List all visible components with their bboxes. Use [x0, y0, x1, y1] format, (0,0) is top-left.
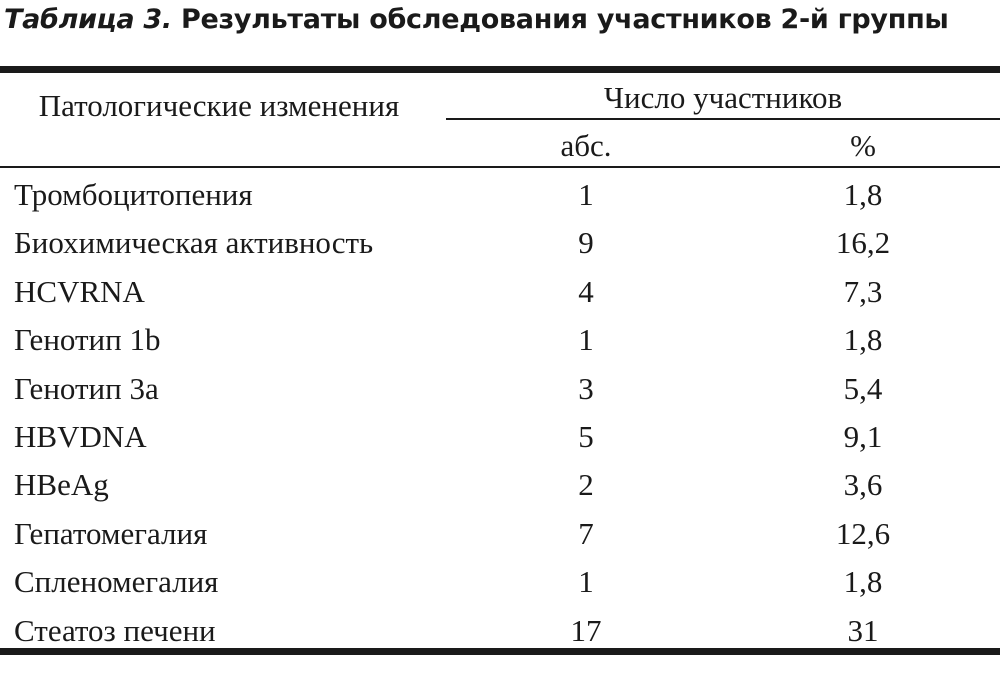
row-abs: 1: [578, 177, 594, 212]
row-percent: 16,2: [835, 225, 891, 261]
table-caption: [4, 4, 949, 35]
header-participants: Число участников: [603, 80, 843, 115]
row-name: Гепатомегалия: [14, 515, 208, 551]
header-rule: [0, 166, 1000, 168]
row-abs: 5: [578, 418, 594, 454]
row-abs: 4: [578, 273, 594, 309]
header-abs: абс.: [560, 128, 612, 163]
row-abs: 9: [578, 225, 594, 261]
row-name: Генотип 3a: [14, 370, 159, 406]
row-percent: 9,1: [843, 418, 883, 454]
caption-title: Результаты обследования участников 2-й группы: [180, 4, 949, 35]
caption-label: Таблица 3.: [4, 4, 172, 35]
table-row: [0, 513, 1000, 561]
row-percent: 5,4: [843, 370, 883, 406]
header-percent: %: [850, 128, 876, 163]
row-percent: 3,6: [843, 467, 883, 503]
table-row: [0, 416, 1000, 464]
row-abs: 7: [578, 515, 594, 551]
row-name: Тромбоцитопения: [14, 177, 253, 212]
table-row: [0, 561, 1000, 609]
row-abs: 1: [578, 564, 594, 600]
table-row: [0, 368, 1000, 416]
row-percent: 1,8: [843, 322, 883, 358]
row-abs: 2: [578, 467, 594, 503]
table-row: [0, 222, 1000, 270]
row-percent: 7,3: [843, 273, 883, 309]
row-name: Генотип 1b: [14, 322, 161, 358]
top-rule: [0, 66, 1000, 73]
subheader-rule: [446, 118, 1000, 120]
row-name: HBeAg: [14, 467, 109, 503]
table-body: [0, 174, 1000, 658]
row-name: Стеатоз печени: [14, 612, 216, 648]
row-percent: 31: [847, 612, 879, 648]
table-row: [0, 174, 1000, 222]
table-row: [0, 464, 1000, 512]
row-percent: 1,8: [843, 564, 883, 600]
row-name: HCVRNA: [14, 273, 145, 309]
row-abs: 17: [570, 612, 602, 648]
row-percent: 1,8: [843, 177, 883, 212]
row-name: Биохимическая активность: [14, 225, 374, 261]
row-abs: 1: [578, 322, 594, 358]
row-name: HBVDNA: [14, 418, 147, 454]
header-pathology: Патологические изменения: [38, 88, 400, 123]
bottom-rule: [0, 648, 1000, 655]
row-percent: 12,6: [835, 515, 891, 551]
row-abs: 3: [578, 370, 594, 406]
table-row: [0, 319, 1000, 367]
row-name: Спленомегалия: [14, 564, 219, 600]
table-row: [0, 271, 1000, 319]
